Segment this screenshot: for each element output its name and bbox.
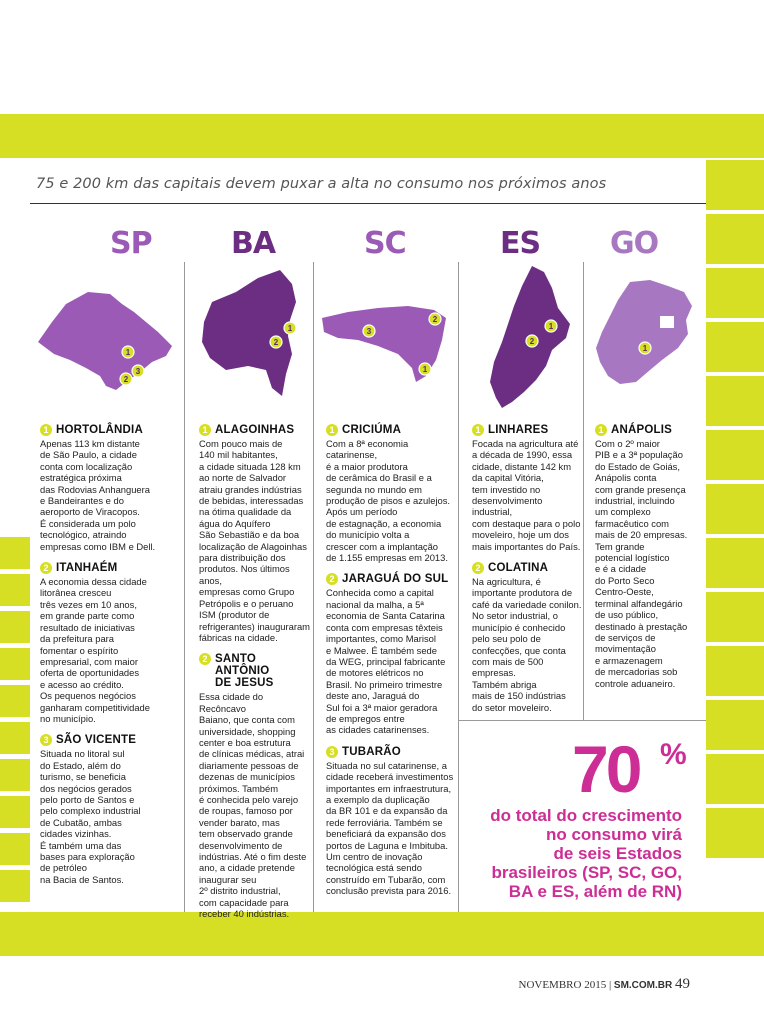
decorative-tab [706, 754, 764, 804]
sc-state-map [318, 298, 454, 388]
city-description: Com a 8ª economia catarinense, é a maior produtora de cerâmica do Brasil e a segunda no mundo em produção de pisos e azulejos. Após um período de estagnação, a economia do município volta a crescer com a implantação de 1.155 empresas em 2013. [326, 438, 451, 564]
city-name: HORTOLÂNDIA [56, 424, 143, 436]
decorative-tab [706, 376, 764, 426]
sp-state-map [30, 282, 180, 394]
column-divider [313, 262, 314, 912]
city-name: ANÁPOLIS [611, 424, 673, 436]
city-description: Na agricultura, é importante produtora de café da variedade conilon. No setor industrial, o município é conhecido pelo seu polo de confecções, que conta com mais de 500 empresas. Também abriga mais de 150 indústrias do setor moveleiro. [472, 576, 582, 713]
decorative-tab [0, 833, 30, 865]
number-badge: 3 [40, 734, 52, 746]
state-abbr-es: ES [500, 226, 541, 261]
city-name: COLATINA [488, 562, 549, 575]
city-description: Focada na agricultura até a década de 1990, essa cidade, distante 142 km da capital Vitória, tem investido no desenvolvimento industrial, com destaque para o polo moveleiro, hoje um dos mais importantes do País. [472, 438, 581, 552]
city-name: TUBARÃO [342, 745, 401, 758]
number-badge: 1 [472, 424, 484, 436]
city-entry [40, 424, 180, 552]
column-divider [458, 262, 459, 912]
footer-separator: | [608, 979, 612, 991]
column-sc [326, 424, 456, 907]
marker-2 [270, 336, 282, 348]
page-footer [519, 976, 691, 993]
right-decorative-tabs [706, 160, 764, 862]
marker-1 [284, 322, 296, 334]
marker-2 [429, 313, 441, 325]
number-badge: 3 [326, 746, 338, 758]
number-badge: 2 [326, 573, 338, 585]
city-name: SANTO ANTÔNIO DE JESUS [215, 653, 274, 690]
footer-month: NOVEMBRO 2015 [518, 979, 607, 991]
page-number: 49 [675, 976, 690, 992]
decorative-tab [0, 759, 30, 791]
decorative-tab [0, 574, 30, 606]
decorative-tab [0, 685, 30, 717]
stat-value: 70 [572, 732, 640, 806]
city-entry [199, 424, 311, 643]
header-divider [30, 203, 706, 204]
svg-text:3: 3 [135, 367, 141, 376]
city-name: LINHARES [488, 424, 549, 436]
city-description: Situada no litoral sul do Estado, além do turismo, se beneficia dos negócios gerados pelo porto de Santos e pelo complexo industrial de Cubatão, ambas cidades vizinhas. É também uma das bases para exploração de petróleo na Bacia de Santos. [40, 748, 141, 885]
page-subtitle: 75 e 200 km das capitais devem puxar a alta no consumo nos próximos anos [36, 176, 607, 192]
marker-2 [526, 335, 538, 347]
decorative-tab [0, 611, 30, 643]
decorative-tab [0, 537, 30, 569]
decorative-tab [706, 646, 764, 696]
city-description: Essa cidade do Recôncavo Baiano, que conta com universidade, shopping center e boa estrutura de clínicas médicas, atrai diariamente pessoas de dezenas de municípios próximos. Também é conhecida pelo varejo de roupas, famoso por vender barato, mas tem observado grande desenvolvimento de indústrias. Até o fim deste ano, a cidade pretende inaugurar seu 2º distrito industrial, com capacidade para receber 40 indústrias. [199, 691, 307, 920]
column-sp [40, 424, 180, 895]
svg-text:2: 2 [273, 338, 279, 347]
column-go [595, 424, 705, 699]
decorative-tab [706, 592, 764, 642]
number-badge: 2 [472, 562, 484, 574]
number-badge: 1 [199, 424, 211, 436]
city-entry [326, 424, 456, 563]
number-badge: 1 [326, 424, 338, 436]
marker-2 [120, 373, 132, 385]
svg-text:1: 1 [422, 365, 428, 374]
city-description: Situada no sul catarinense, a cidade receberá investimentos importantes em infraestrutura, a exemplo da duplicação da BR 101 e da expansão da rede ferroviária. Também se beneficiará da expansão dos portos de Laguna e Imbituba. Um centro de inovação tecnológica está sendo construído em Tubarão, com conclusão prevista para 2016. [326, 759, 454, 897]
left-decorative-tabs [0, 537, 30, 907]
number-badge: 1 [40, 424, 52, 436]
number-badge: 2 [199, 653, 211, 665]
number-badge: 1 [595, 424, 607, 436]
city-entry [40, 734, 180, 885]
stat-caption: do total do crescimento no consumo virá de seis Estados brasileiros (SP, SC, GO, BA e ES, além de RN) [490, 806, 682, 901]
city-description: Conhecida como a capital nacional da malha, a 5ª economia de Santa Catarina conta com empresas têxteis importantes, como Marisol e Malwee. É também sede da WEG, principal fabricante de motores elétricos no Brasil. No primeiro trimestre deste ano, Jaraguá do Sul foi a 3ª maior geradora de empregos entre as cidades catarinenses. [326, 587, 446, 736]
city-name: ITANHAÉM [56, 562, 118, 575]
stat-unit: % [660, 738, 687, 771]
column-divider [184, 262, 185, 912]
marker-1 [419, 363, 431, 375]
city-description: Com pouco mais de 140 mil habitantes, a cidade situada 128 km ao norte de Salvador atraiu grandes indústrias de bebidas, interessadas na ótima qualidade da água do Aquífero São Sebastião e da boa localização de Alagoinhas para distribuição dos produtos. Nos últimos anos, empresas como Grupo Petrópolis e o peruano ISM (produtor de refrigerantes) inauguraram fábricas na cidade. [199, 438, 310, 643]
svg-text:2: 2 [432, 315, 438, 324]
city-entry [326, 573, 456, 735]
marker-1 [122, 346, 134, 358]
decorative-tab [0, 796, 30, 828]
federal-district-shape [660, 316, 674, 328]
city-name: CRICIÚMA [342, 424, 402, 436]
decorative-tab [706, 484, 764, 534]
city-name: SÃO VICENTE [56, 734, 137, 747]
stat-divider [458, 720, 706, 721]
decorative-tab [706, 322, 764, 372]
state-abbr-sc: SC [364, 226, 406, 261]
marker-3 [363, 325, 375, 337]
city-name: ALAGOINHAS [215, 424, 295, 436]
svg-text:3: 3 [366, 327, 372, 336]
footer-site: SM.COM.BR [613, 980, 673, 991]
ba-state-map [196, 262, 306, 400]
decorative-tab [706, 268, 764, 318]
svg-text:2: 2 [123, 375, 129, 384]
decorative-tab [706, 808, 764, 858]
go-state-map [590, 276, 700, 388]
city-entry [326, 746, 456, 897]
svg-text:1: 1 [287, 324, 293, 333]
city-entry [199, 653, 311, 919]
column-ba [199, 424, 311, 929]
es-state-map [482, 262, 574, 412]
city-description: A economia dessa cidade litorânea cresceu três vezes em 10 anos, em grande parte como resultado de iniciativas da prefeitura para fomentar o espírito empresarial, com maior oferta de oportunidades e acesso ao crédito. Os pequenos negócios ganharam competitividade no município. [40, 576, 150, 724]
svg-text:1: 1 [642, 344, 648, 353]
top-accent-band [0, 114, 764, 158]
marker-1 [545, 320, 557, 332]
city-entry [40, 562, 180, 724]
svg-text:1: 1 [125, 348, 131, 357]
city-description: Apenas 113 km distante de São Paulo, a cidade conta com localização estratégica próxima das Rodovias Anhanguera e Bandeirantes e do aeroporto de Viracopos. É considerada um polo tecnológico, atraindo empresas como IBM e Dell. [40, 438, 156, 552]
svg-text:2: 2 [529, 337, 535, 346]
city-description: Com o 2º maior PIB e a 3ª população do Estado de Goiás, Anápolis conta com grande presença industrial, incluindo um complexo farmacêutico com mais de 20 empresas. Tem grande potencial logístico e é a cidade do Porto Seco Centro-Oeste, terminal alfandegário de uso público, destinado à prestação de serviços de movimentação e armazenagem de mercadorias sob controle aduaneiro. [595, 438, 688, 689]
bottom-accent-band [0, 912, 764, 956]
svg-text:1: 1 [548, 322, 554, 331]
city-entry [472, 424, 584, 552]
state-abbr-ba: BA [231, 226, 276, 261]
decorative-tab [706, 538, 764, 588]
state-abbr-go: GO [610, 226, 659, 261]
decorative-tab [706, 214, 764, 264]
marker-1 [639, 342, 651, 354]
decorative-tab [0, 722, 30, 754]
decorative-tab [706, 700, 764, 750]
city-entry [472, 562, 584, 713]
decorative-tab [0, 648, 30, 680]
decorative-tab [0, 870, 30, 902]
city-entry [595, 424, 705, 689]
marker-3 [132, 365, 144, 377]
column-es [472, 424, 584, 723]
state-abbr-sp: SP [110, 226, 152, 261]
city-name: JARAGUÁ DO SUL [342, 573, 449, 586]
decorative-tab [706, 160, 764, 210]
decorative-tab [706, 430, 764, 480]
number-badge: 2 [40, 562, 52, 574]
